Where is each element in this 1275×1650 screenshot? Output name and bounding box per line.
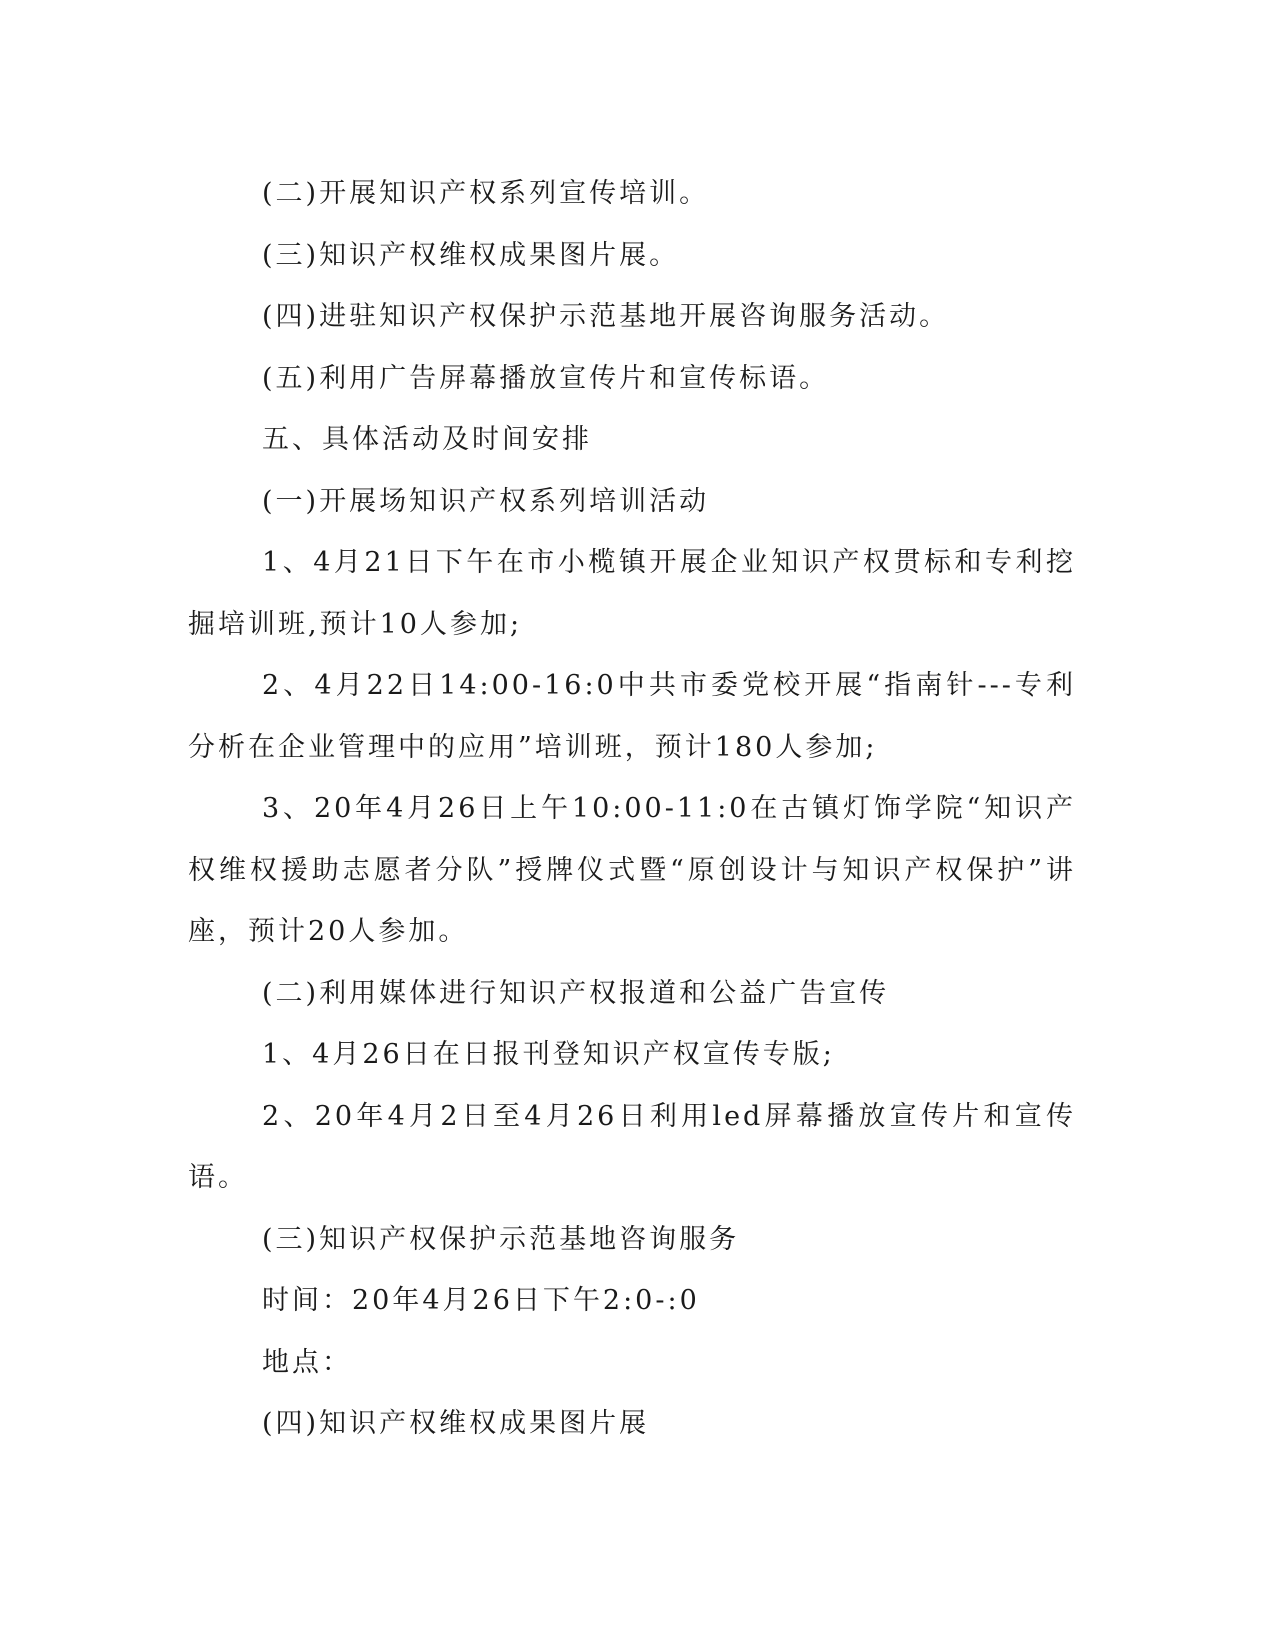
media-item-2: 2、20年4月2日至4月26日利用led屏幕播放宣传片和宣传语。 [188, 1100, 1076, 1193]
consulting-location: 地点： [262, 1346, 352, 1378]
item-consulting: (四)进驻知识产权保护示范基地开展咨询服务活动。 [262, 301, 950, 332]
document-body [188, 163, 1076, 1455]
training-item-2: 2、4月22日14:00-16:0中共市委党校开展“指南针---专利分析在企业管理中的应用”培训班，预计180人参加; [188, 670, 1076, 763]
media-item-1: 1、4月26日在日报刊登知识产权宣传专版; [262, 1039, 835, 1070]
subheading-consulting-service: (三)知识产权保护示范基地咨询服务 [262, 1223, 740, 1255]
subheading-photo-exhibition: (四)知识产权维权成果图片展 [262, 1408, 650, 1439]
subheading-training-activities: (一)开展场知识产权系列培训活动 [262, 485, 710, 517]
subheading-media-publicity: (二)利用媒体进行知识产权报道和公益广告宣传 [262, 977, 890, 1009]
item-advertising: (五)利用广告屏幕播放宣传片和宣传标语。 [262, 362, 830, 394]
consulting-time: 时间：20年4月26日下午2:0-:0 [262, 1285, 700, 1316]
item-photo-exhibition: (三)知识产权维权成果图片展。 [262, 239, 680, 271]
training-item-1: 1、4月21日下午在市小榄镇开展企业知识产权贯标和专利挖掘培训班,预计10人参加; [188, 547, 1076, 640]
training-item-3: 3、20年4月26日上午10:00-11:0在古镇灯饰学院“知识产权维权援助志愿者分队”授牌仪式暨“原创设计与知识产权保护”讲座，预计20人参加。 [188, 793, 1076, 947]
section-heading-schedule: 五、具体活动及时间安排 [262, 424, 592, 455]
item-training: (二)开展知识产权系列宣传培训。 [262, 178, 710, 209]
